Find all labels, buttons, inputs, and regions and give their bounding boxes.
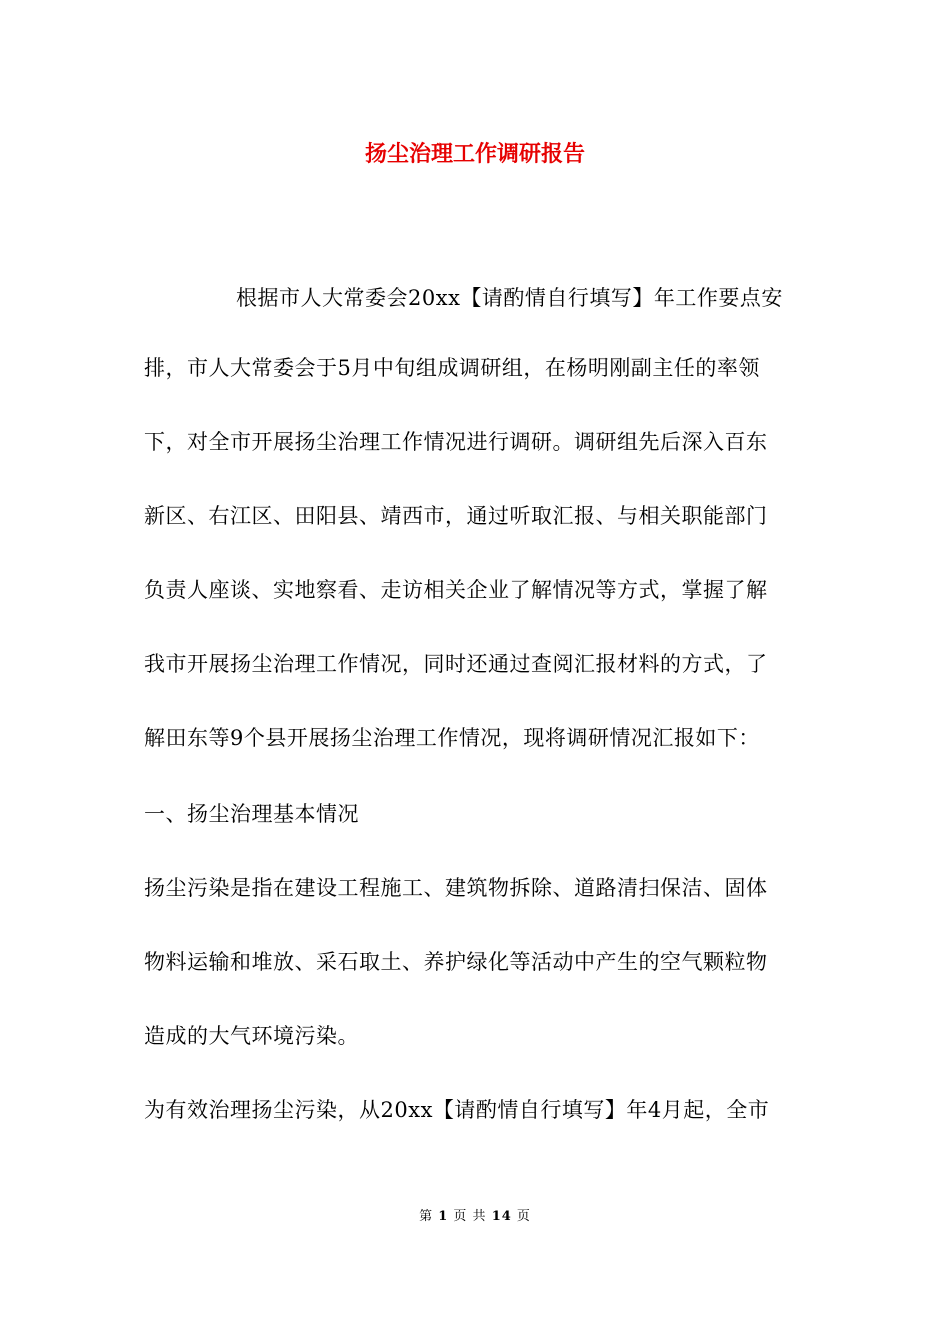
footer-suffix: 页	[516, 1209, 531, 1224]
footer-prefix: 第	[419, 1209, 434, 1224]
paragraph-line: 负责人座谈、实地察看、走访相关企业了解情况等方式，掌握了解	[144, 578, 768, 602]
paragraph-line: 造成的大气环境污染。	[144, 1024, 359, 1048]
paragraph-line: 解田东等9个县开展扬尘治理工作情况，现将调研情况汇报如下：	[144, 726, 760, 750]
footer-page-number: 1	[438, 1209, 449, 1224]
footer-total-pages: 14	[491, 1209, 512, 1224]
paragraph-line: 下，对全市开展扬尘治理工作情况进行调研。调研组先后深入百东	[144, 430, 768, 454]
paragraph-line: 为有效治理扬尘污染，从20xx【请酌情自行填写】年4月起，全市	[144, 1098, 770, 1122]
paragraph-line: 物料运输和堆放、采石取土、养护绿化等活动中产生的空气颗粒物	[144, 950, 768, 974]
paragraph-line: 新区、右江区、田阳县、靖西市，通过听取汇报、与相关职能部门	[144, 504, 768, 528]
footer-middle: 页 共	[453, 1209, 487, 1224]
paragraph-line: 排，市人大常委会于5月中旬组成调研组，在杨明刚副主任的率领	[144, 356, 760, 380]
paragraph-line: 根据市人大常委会20xx【请酌情自行填写】年工作要点安	[236, 286, 783, 310]
page-footer	[0, 1207, 950, 1227]
paragraph-line: 我市开展扬尘治理工作情况，同时还通过查阅汇报材料的方式，了	[144, 652, 768, 676]
paragraph-line: 扬尘污染是指在建设工程施工、建筑物拆除、道路清扫保洁、固体	[144, 876, 768, 900]
section-heading: 一、扬尘治理基本情况	[144, 802, 359, 826]
document-title: 扬尘治理工作调研报告	[364, 141, 585, 167]
